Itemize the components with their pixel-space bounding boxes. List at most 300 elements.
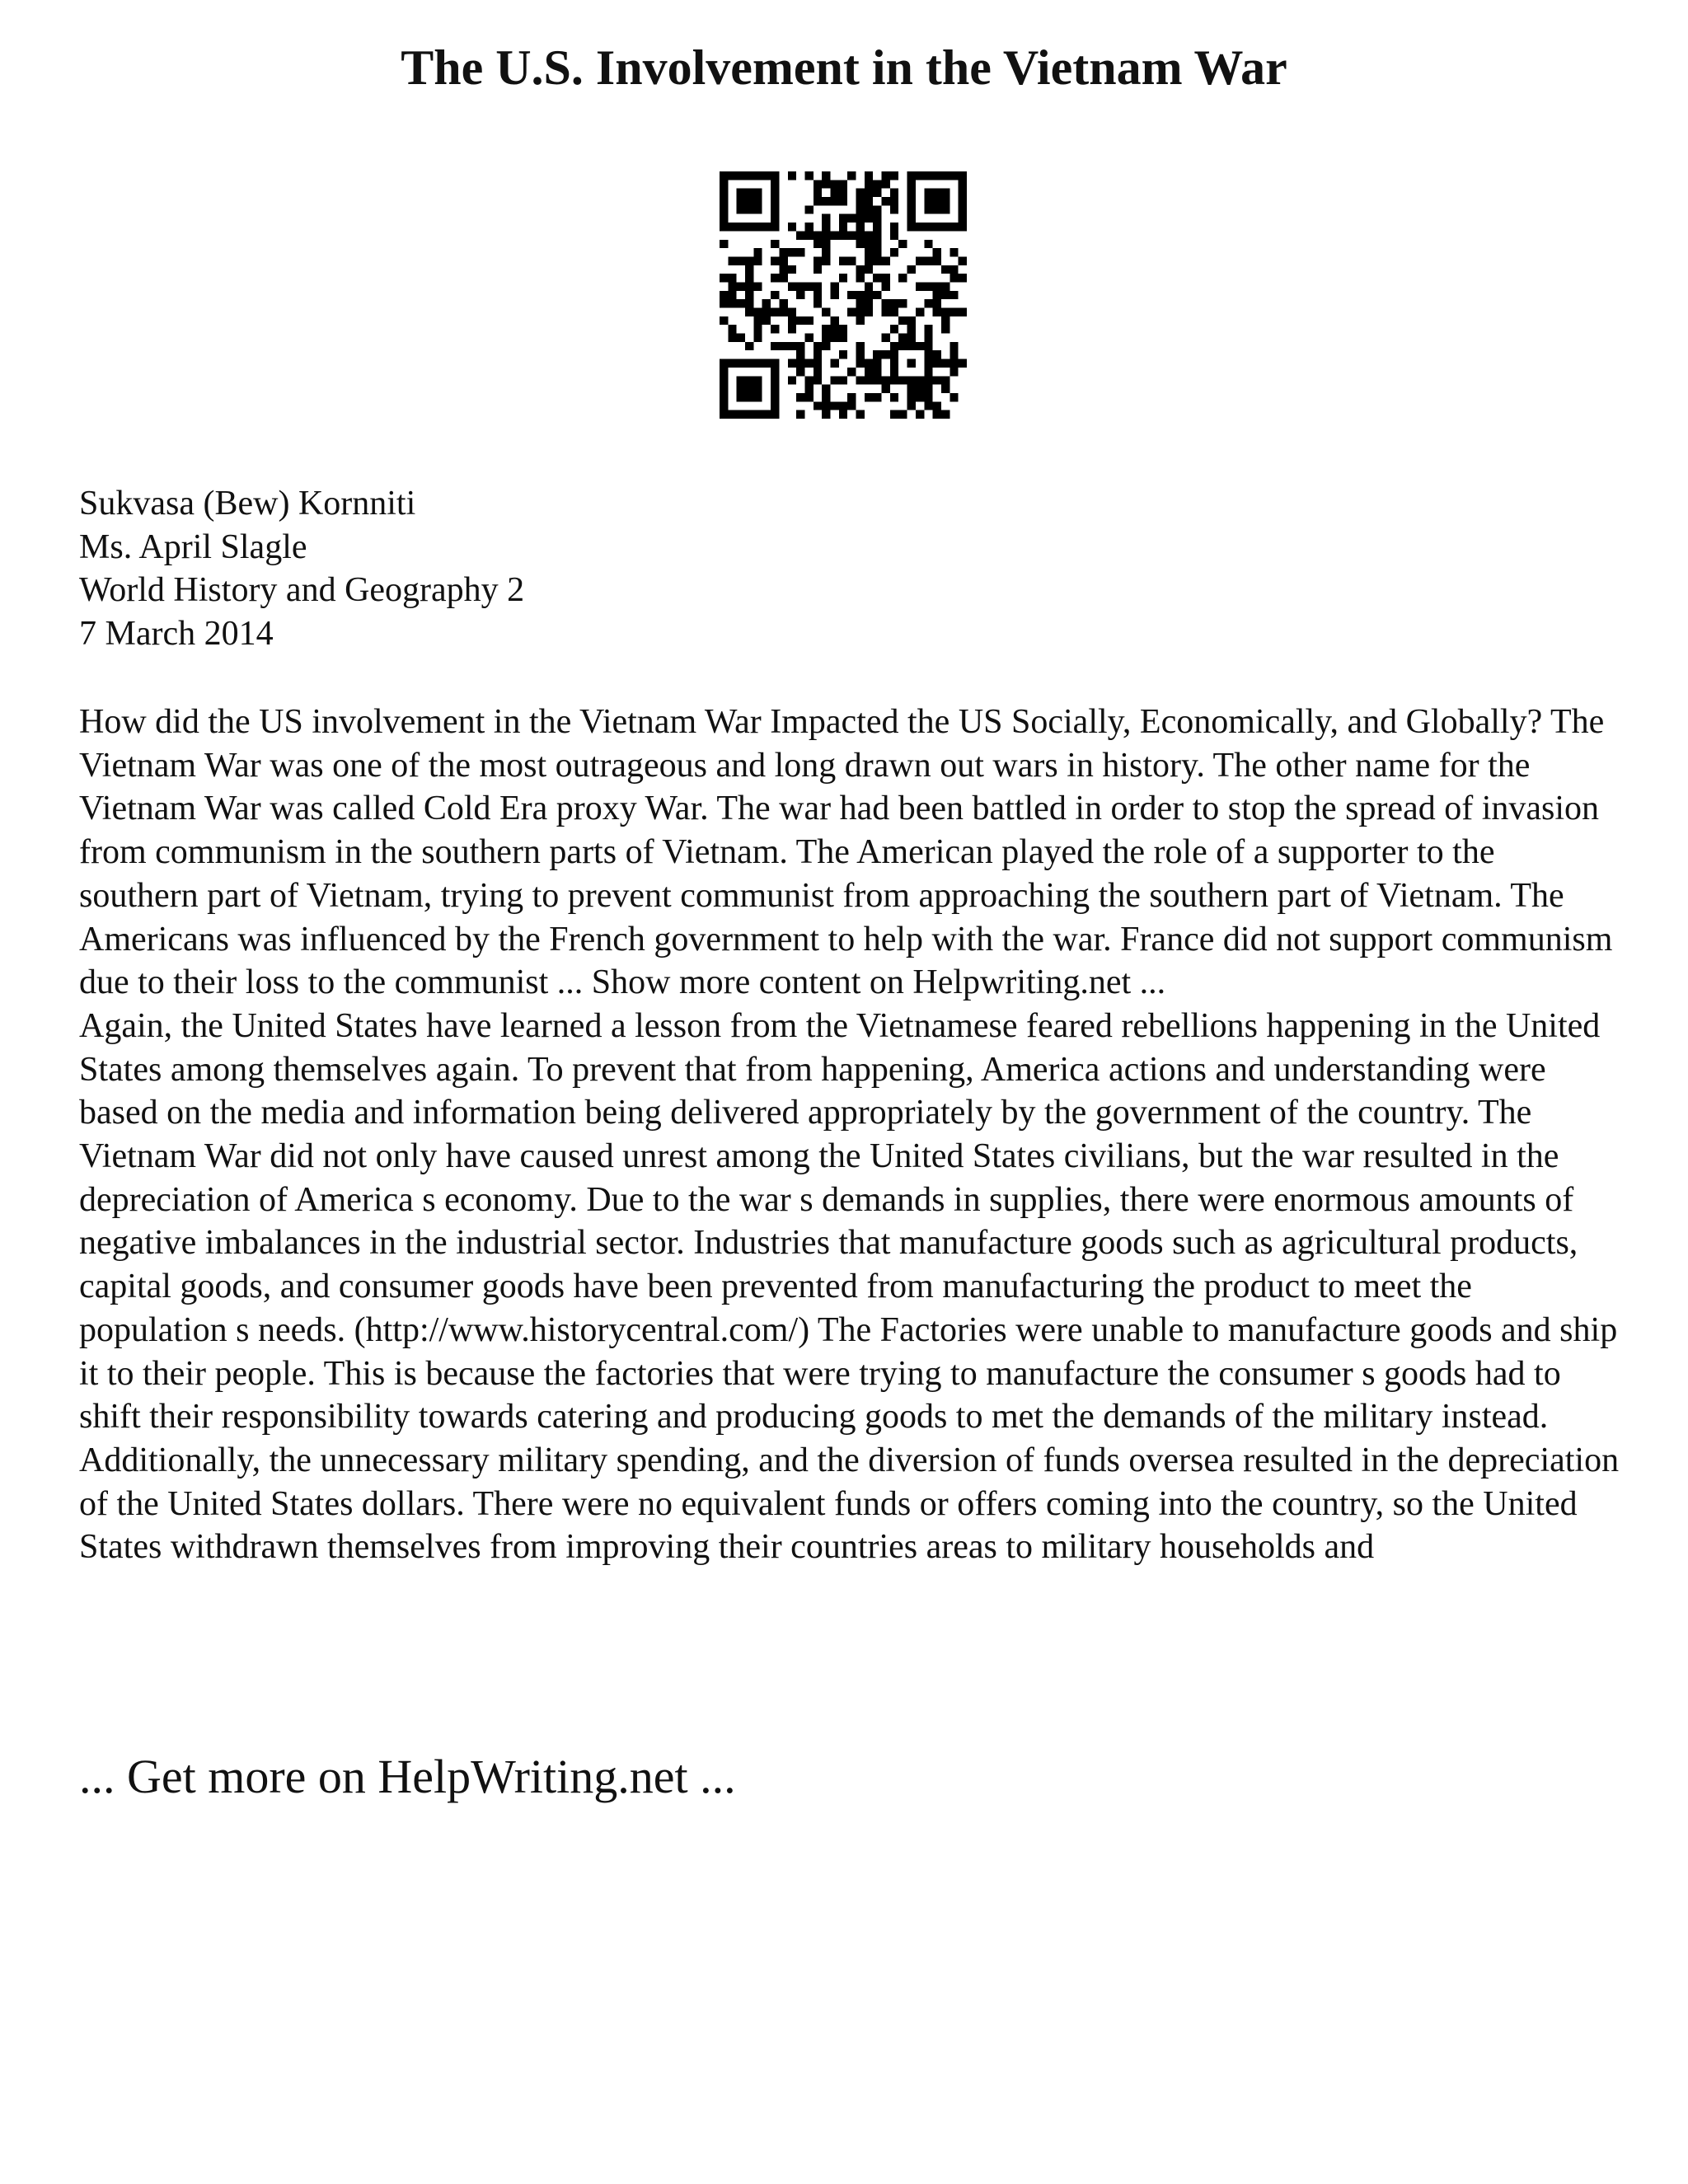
qr-module: [753, 325, 762, 333]
qr-module: [950, 265, 958, 274]
qr-module: [796, 248, 804, 256]
qr-module: [737, 189, 762, 214]
qr-module: [839, 410, 847, 419]
qr-module: [882, 180, 890, 188]
qr-module: [865, 180, 873, 188]
qr-module: [856, 189, 865, 197]
qr-module: [890, 308, 898, 316]
qr-module: [856, 214, 865, 223]
qr-module: [890, 393, 898, 401]
qr-module: [753, 334, 762, 342]
qr-module: [865, 240, 873, 248]
qr-module: [753, 316, 762, 325]
qr-module: [865, 265, 873, 274]
qr-module: [753, 248, 762, 256]
qr-module: [898, 240, 907, 248]
qr-module: [873, 291, 881, 299]
qr-module: [847, 401, 856, 410]
qr-module: [779, 274, 787, 282]
qr-module: [898, 299, 907, 307]
qr-module: [822, 180, 830, 188]
course-name: World History and Geography 2: [79, 571, 525, 609]
qr-module: [728, 299, 736, 307]
qr-module: [814, 231, 822, 239]
qr-module: [924, 189, 950, 214]
qr-module: [737, 299, 745, 307]
qr-module: [924, 334, 932, 342]
qr-module: [856, 299, 865, 307]
qr-module: [804, 334, 813, 342]
qr-module: [771, 325, 779, 333]
qr-module: [856, 376, 865, 384]
qr-module: [865, 189, 873, 197]
qr-module: [822, 325, 830, 333]
qr-module: [882, 308, 890, 316]
get-more-link[interactable]: ... Get more on HelpWriting.net ...: [79, 1750, 736, 1803]
qr-module: [839, 274, 847, 282]
qr-module: [839, 189, 847, 197]
qr-module: [856, 240, 865, 248]
qr-module: [898, 410, 907, 419]
qr-module: [847, 291, 856, 299]
qr-module: [737, 282, 745, 290]
qr-module: [941, 410, 950, 419]
qr-module: [788, 316, 796, 325]
qr-module: [847, 231, 856, 239]
qr-module: [788, 248, 796, 256]
qr-module: [796, 350, 804, 359]
qr-module: [788, 171, 796, 180]
qr-module: [814, 368, 822, 376]
qr-module: [822, 342, 830, 350]
qr-module: [814, 240, 822, 248]
qr-module: [856, 410, 865, 419]
qr-module: [882, 350, 890, 359]
qr-module: [814, 180, 822, 188]
qr-module: [804, 223, 813, 231]
qr-module: [941, 291, 950, 299]
qr-module: [796, 231, 804, 239]
qr-module: [796, 368, 804, 376]
qr-module: [856, 342, 865, 350]
qr-module: [830, 197, 838, 205]
qr-module: [822, 308, 830, 316]
qr-module: [728, 256, 736, 265]
qr-module: [839, 376, 847, 384]
qr-module: [771, 291, 779, 299]
qr-module: [933, 359, 941, 368]
qr-module: [830, 231, 838, 239]
qr-module: [916, 385, 924, 393]
qr-module: [950, 342, 958, 350]
qr-module: [822, 393, 830, 401]
qr-module: [788, 282, 796, 290]
qr-module: [959, 256, 967, 265]
qr-module: [847, 393, 856, 401]
qr-module: [814, 265, 822, 274]
qr-module: [950, 393, 958, 401]
qr-module: [762, 308, 771, 316]
qr-module: [720, 240, 728, 248]
qr-module: [856, 205, 865, 213]
qr-module: [865, 308, 873, 316]
qr-module: [822, 214, 830, 223]
qr-module: [839, 334, 847, 342]
qr-module: [728, 334, 736, 342]
qr-module: [753, 256, 762, 265]
teacher-name: Ms. April Slagle: [79, 527, 307, 566]
qr-module: [924, 256, 932, 265]
qr-module: [804, 393, 813, 401]
qr-module: [839, 223, 847, 231]
qr-module: [865, 282, 873, 290]
qr-module: [933, 376, 941, 384]
qr-module: [924, 401, 932, 410]
qr-module: [804, 205, 813, 213]
qr-module: [839, 401, 847, 410]
qr-module: [788, 308, 796, 316]
qr-module: [950, 368, 958, 376]
qr-module: [924, 240, 932, 248]
qr-module: [839, 350, 847, 359]
qr-module: [822, 334, 830, 342]
qr-module: [856, 308, 865, 316]
qr-module: [728, 325, 736, 333]
qr-module: [822, 256, 830, 265]
qr-module: [856, 223, 865, 231]
qr-module: [959, 274, 967, 282]
qr-module: [753, 282, 762, 290]
qr-module: [830, 376, 838, 384]
qr-module: [814, 342, 822, 350]
qr-module: [779, 248, 787, 256]
qr-module: [720, 299, 728, 307]
qr-module: [873, 180, 881, 188]
author-info: [79, 482, 1604, 655]
qr-module: [830, 180, 838, 188]
qr-module: [933, 299, 941, 307]
qr-module: [898, 316, 907, 325]
qr-module: [882, 197, 890, 205]
qr-module: [865, 359, 873, 368]
qr-module: [814, 401, 822, 410]
qr-module: [720, 316, 728, 325]
qr-module: [720, 274, 728, 282]
qr-module: [839, 231, 847, 239]
qr-module: [890, 325, 898, 333]
qr-module: [907, 359, 916, 368]
qr-module: [839, 325, 847, 333]
qr-module: [890, 231, 898, 239]
qr-module: [916, 282, 924, 290]
qr-module: [788, 265, 796, 274]
qr-module: [933, 248, 941, 256]
paragraph: How did the US involvement in the Vietnam War Impacted the US Socially, Economically, and Globally? The Vietnam War was one of the most outrageous and long drawn out wars in history. The other name for the Vietnam War was called Cold Era proxy War. The war had been battled in order to stop the spread of invasion from communism in the southern parts of Vietnam. The American played the role of a supporter to the southern part of Vietnam, trying to prevent communist from approaching the southern part of Vietnam. The Americans was influenced by the French government to help with the war. France did not support communism due to their loss to the communist ... Show more content on Helpwriting.net ...: [79, 703, 1613, 1002]
qr-module: [873, 368, 881, 376]
qr-module: [916, 393, 924, 401]
qr-module: [882, 385, 890, 393]
qr-module: [830, 334, 838, 342]
qr-module: [771, 256, 779, 265]
qr-module: [873, 240, 881, 248]
document-date: 7 March 2014: [79, 614, 274, 653]
qr-module: [788, 359, 796, 368]
qr-module: [830, 282, 838, 290]
qr-module: [916, 410, 924, 419]
qr-module: [873, 256, 881, 265]
qr-module: [814, 282, 822, 290]
qr-module: [941, 316, 950, 325]
qr-module: [745, 282, 753, 290]
qr-module: [745, 265, 753, 274]
qr-module: [907, 265, 916, 274]
qr-module: [865, 231, 873, 239]
qr-module: [728, 291, 736, 299]
qr-module: [890, 189, 898, 197]
qr-module: [933, 410, 941, 419]
qr-module: [873, 205, 881, 213]
qr-module: [753, 308, 762, 316]
qr-module: [873, 189, 881, 197]
qr-module: [865, 248, 873, 256]
qr-module: [728, 282, 736, 290]
qr-module: [822, 248, 830, 256]
qr-module: [814, 376, 822, 384]
qr-module: [822, 231, 830, 239]
qr-module: [814, 189, 822, 197]
qr-module: [822, 401, 830, 410]
qr-code-icon[interactable]: [720, 171, 967, 419]
qr-module: [771, 342, 779, 350]
qr-module: [737, 376, 762, 401]
qr-module: [907, 334, 916, 342]
qr-module: [779, 342, 787, 350]
qr-module: [788, 223, 796, 231]
qr-module: [941, 359, 950, 368]
qr-module: [762, 316, 771, 325]
qr-module: [950, 291, 958, 299]
qr-module: [865, 197, 873, 205]
qr-module: [796, 291, 804, 299]
qr-module: [839, 180, 847, 188]
qr-module: [779, 256, 787, 265]
qr-module: [728, 274, 736, 282]
qr-module: [865, 205, 873, 213]
qr-module: [873, 231, 881, 239]
qr-module: [882, 282, 890, 290]
qr-module: [941, 265, 950, 274]
qr-module: [830, 325, 838, 333]
qr-module: [771, 308, 779, 316]
qr-module: [924, 299, 932, 307]
qr-module: [745, 291, 753, 299]
qr-module: [771, 274, 779, 282]
qr-module: [924, 325, 932, 333]
qr-module: [788, 376, 796, 384]
qr-module: [950, 274, 958, 282]
qr-module: [882, 376, 890, 384]
qr-module: [890, 248, 898, 256]
qr-module: [941, 385, 950, 393]
qr-module: [847, 214, 856, 223]
qr-module: [865, 256, 873, 265]
qr-module: [796, 282, 804, 290]
qr-module: [890, 205, 898, 213]
qr-module: [882, 171, 890, 180]
qr-module: [941, 308, 950, 316]
qr-module: [745, 256, 753, 265]
qr-module: [916, 256, 924, 265]
qr-module: [933, 291, 941, 299]
qr-module: [856, 197, 865, 205]
qr-module: [924, 393, 932, 401]
qr-module: [865, 393, 873, 401]
qr-module: [839, 197, 847, 205]
qr-module: [873, 274, 881, 282]
qr-module: [788, 342, 796, 350]
qr-module: [856, 265, 865, 274]
qr-module: [804, 171, 813, 180]
qr-module: [796, 393, 804, 401]
qr-module: [865, 171, 873, 180]
document-title: The U.S. Involvement in the Vietnam War: [401, 40, 1287, 95]
qr-module: [779, 308, 787, 316]
qr-module: [856, 316, 865, 325]
qr-module: [745, 299, 753, 307]
qr-module: [720, 291, 728, 299]
qr-module: [779, 299, 787, 307]
qr-module: [865, 214, 873, 223]
qr-module: [814, 197, 822, 205]
qr-module: [873, 393, 881, 401]
qr-module: [890, 299, 898, 307]
qr-module: [924, 385, 932, 393]
qr-module: [907, 385, 916, 393]
qr-module: [847, 171, 856, 180]
qr-module: [771, 240, 779, 248]
qr-module: [830, 291, 838, 299]
qr-module: [950, 350, 958, 359]
paragraph: Again, the United States have learned a lesson from the Vietnamese feared rebellions happening in the United States among themselves again. To prevent that from happening, America actions and understanding were based on the media and information being delivered appropriately by the government of the country. The Vietnam War did not only have caused unrest among the United States civilians, but the war resulted in the depreciation of America s economy. Due to the war s demands in supplies, there were enormous amounts of negative imbalances in the industrial sector. Industries that manufacture goods such as agricultural products, capital goods, and consumer goods have been prevented from manufacturing the product to meet the population s needs. (http://www.historycentral.com/) The Factories were unable to manufacture goods and ship it to their people. This is because the factories that were trying to manufacture the consumer s goods had to shift their responsibility towards catering and producing goods to met the demands of the military instead. Additionally, the unnecessary military spending, and the diversion of funds oversea resulted in the depreciation of the United States dollars. There were no equivalent funds or offers coming into the country, so the United States withdrawn themselves from improving their countries areas to military households and: [79, 1006, 1620, 1567]
qr-module: [856, 350, 865, 359]
qr-module: [950, 308, 958, 316]
qr-module: [873, 223, 881, 231]
qr-module: [814, 291, 822, 299]
qr-module: [847, 308, 856, 316]
qr-module: [847, 256, 856, 265]
qr-module: [822, 385, 830, 393]
qr-module: [856, 359, 865, 368]
qr-module: [745, 274, 753, 282]
qr-module: [882, 274, 890, 282]
qr-module: [804, 282, 813, 290]
qr-module: [950, 248, 958, 256]
qr-module: [830, 359, 838, 368]
qr-module: [822, 197, 830, 205]
qr-module: [882, 256, 890, 265]
qr-module: [882, 334, 890, 342]
qr-module: [814, 299, 822, 307]
qr-module: [916, 308, 924, 316]
qr-module: [856, 231, 865, 239]
qr-module: [804, 376, 813, 384]
qr-module: [847, 368, 856, 376]
qr-module: [890, 171, 898, 180]
qr-module: [865, 299, 873, 307]
qr-module: [959, 308, 967, 316]
qr-module: [933, 350, 941, 359]
qr-code-graphic: [720, 171, 967, 419]
qr-module: [865, 376, 873, 384]
qr-module: [959, 359, 967, 368]
qr-module: [822, 223, 830, 231]
qr-module: [873, 376, 881, 384]
qr-module: [796, 316, 804, 325]
qr-module: [822, 410, 830, 419]
qr-module: [822, 171, 830, 180]
qr-module: [941, 325, 950, 333]
qr-module: [873, 359, 881, 368]
essay-body: [79, 701, 1620, 1569]
qr-module: [898, 274, 907, 282]
qr-module: [804, 316, 813, 325]
qr-module: [865, 368, 873, 376]
qr-module: [890, 197, 898, 205]
qr-module: [814, 359, 822, 368]
qr-module: [737, 334, 745, 342]
qr-module: [814, 256, 822, 265]
qr-module: [907, 401, 916, 410]
qr-module: [830, 316, 838, 325]
qr-module: [779, 265, 787, 274]
qr-module: [873, 248, 881, 256]
qr-module: [804, 385, 813, 393]
qr-module: [814, 350, 822, 359]
qr-module: [796, 410, 804, 419]
qr-module: [839, 256, 847, 265]
qr-module: [941, 282, 950, 290]
qr-module: [907, 325, 916, 333]
qr-module: [873, 350, 881, 359]
qr-module: [856, 291, 865, 299]
qr-module: [890, 223, 898, 231]
qr-module: [898, 334, 907, 342]
qr-module: [804, 359, 813, 368]
qr-module: [950, 359, 958, 368]
qr-module: [796, 342, 804, 350]
qr-module: [873, 214, 881, 223]
qr-module: [745, 342, 753, 350]
qr-module: [830, 189, 838, 197]
qr-module: [941, 376, 950, 384]
qr-module: [788, 325, 796, 333]
qr-module: [804, 231, 813, 239]
qr-module: [737, 256, 745, 265]
qr-module: [762, 299, 771, 307]
qr-module: [839, 214, 847, 223]
qr-module: [933, 282, 941, 290]
qr-module: [890, 410, 898, 419]
qr-module: [933, 256, 941, 265]
qr-module: [856, 274, 865, 282]
qr-module: [933, 401, 941, 410]
qr-module: [830, 401, 838, 410]
qr-module: [907, 316, 916, 325]
qr-module: [933, 308, 941, 316]
qr-module: [865, 291, 873, 299]
author-name: Sukvasa (Bew) Kornniti: [79, 485, 416, 523]
qr-module: [745, 308, 753, 316]
